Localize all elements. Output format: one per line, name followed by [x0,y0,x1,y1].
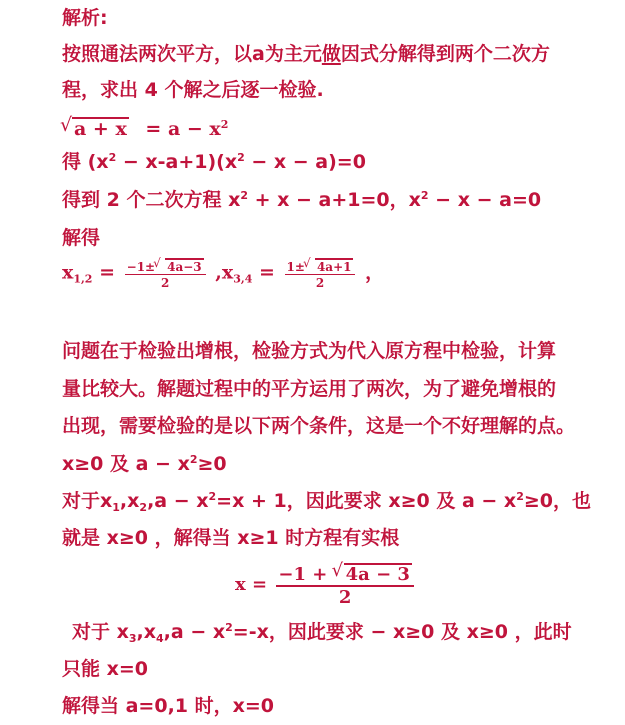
numerator-radicand: 4a−3 [167,260,202,274]
numerator-radicand: 4a − 3 [345,564,410,585]
numerator-text: −1 + [278,564,334,585]
equation-rhs: = a − x [145,118,221,140]
for-x34-line-2: 只能 x=0 [62,658,149,680]
subscript: 3 [128,632,137,645]
eq-text: 对于x [62,490,113,512]
for-x12-line [62,490,591,514]
solved-label: 解得 [62,227,101,249]
eq-text: − x − a)=0 [244,151,366,173]
fraction-roots-12 [125,258,206,289]
equals: = [258,261,275,284]
eq-text: ≥0，也 [523,490,591,512]
exponent: 2 [237,151,245,164]
intro-text-a: 按照通法两次平方，以a为主元 [62,43,322,65]
para-line-3: 出现，需要检验的是以下两个条件，这是一个不好理解的点。 [62,415,576,437]
eq-text: 得 (x [62,151,109,173]
subscript: 1,2 [73,272,93,286]
eq-text: ,x [119,490,140,512]
eq-text: ,a − x [163,621,226,643]
equation-factored [62,153,366,172]
subscript: 3,4 [233,272,253,286]
denominator: 2 [160,276,170,290]
sqrt-radicand: a + x [74,118,127,140]
eq-text: =-x，因此要求 − x≥0 及 x≥0 ，此时 [232,621,572,643]
eq-text: ≥0 [197,453,227,475]
exponent: 2 [516,490,524,503]
exponent: 2 [220,118,229,131]
eq-text: x≥0 及 a − x [62,453,190,475]
x34-var: x [221,261,234,284]
subscript: 4 [156,632,164,645]
subscript: 1 [112,501,120,514]
fraction-x [276,563,414,607]
roots-equation [62,258,384,289]
para-line-2: 量比较大。解题过程中的平方运用了两次，为了避免增根的 [62,378,557,400]
eq-text: ,x [136,621,157,643]
heading: 解析: [62,7,108,29]
intro-line-1 [62,45,550,64]
equals: = [99,261,116,284]
eq-text: − x-a+1)(x [116,151,238,173]
centered-equation [235,563,417,607]
equation-sqrt [62,117,228,139]
for-x12-line-2: 就是 x≥0 ，解得当 x≥1 时方程有实根 [62,527,400,549]
denominator: 2 [338,587,352,608]
equation-two-quadratics [62,191,541,210]
exponent: 2 [108,151,117,164]
underlined-word: 做 [321,43,341,65]
eq-text: 得到 2 个二次方程 x [62,189,241,211]
intro-line-2: 程，求出 4 个解之后逐一检验. [62,79,324,101]
comma: , [215,261,222,284]
fraction-roots-34 [285,258,356,289]
exponent: 2 [240,189,248,202]
intro-text-b: 因式分解得到两个二次方 [340,43,550,65]
para-line-1: 问题在于检验出增根，检验方式为代入原方程中检验，计算 [62,340,557,362]
numerator-text: 1± [286,260,305,274]
comma: ， [365,261,385,284]
subscript: 2 [139,501,148,514]
numerator-radicand: 4a+1 [316,260,352,274]
exponent: 2 [225,621,233,634]
exponent: 2 [189,453,198,466]
denominator: 2 [315,276,325,290]
exponent: 2 [420,189,429,202]
numerator-text: −1± [126,260,156,274]
x12-var: x [62,261,74,284]
lhs: x = [235,574,268,595]
for-x34-line [72,621,572,645]
final-line: 解得当 a=0,1 时，x=0 [62,695,275,717]
sqrt-expression [62,117,129,139]
eq-text: 对于 x [72,621,129,643]
condition-line [62,455,227,474]
exponent: 2 [208,490,217,503]
eq-text: =x + 1，因此要求 x≥0 及 a − x [216,490,517,512]
eq-text: − x − a=0 [428,189,542,211]
eq-text: ,a − x [147,490,209,512]
eq-text: + x − a+1=0，x [247,189,421,211]
